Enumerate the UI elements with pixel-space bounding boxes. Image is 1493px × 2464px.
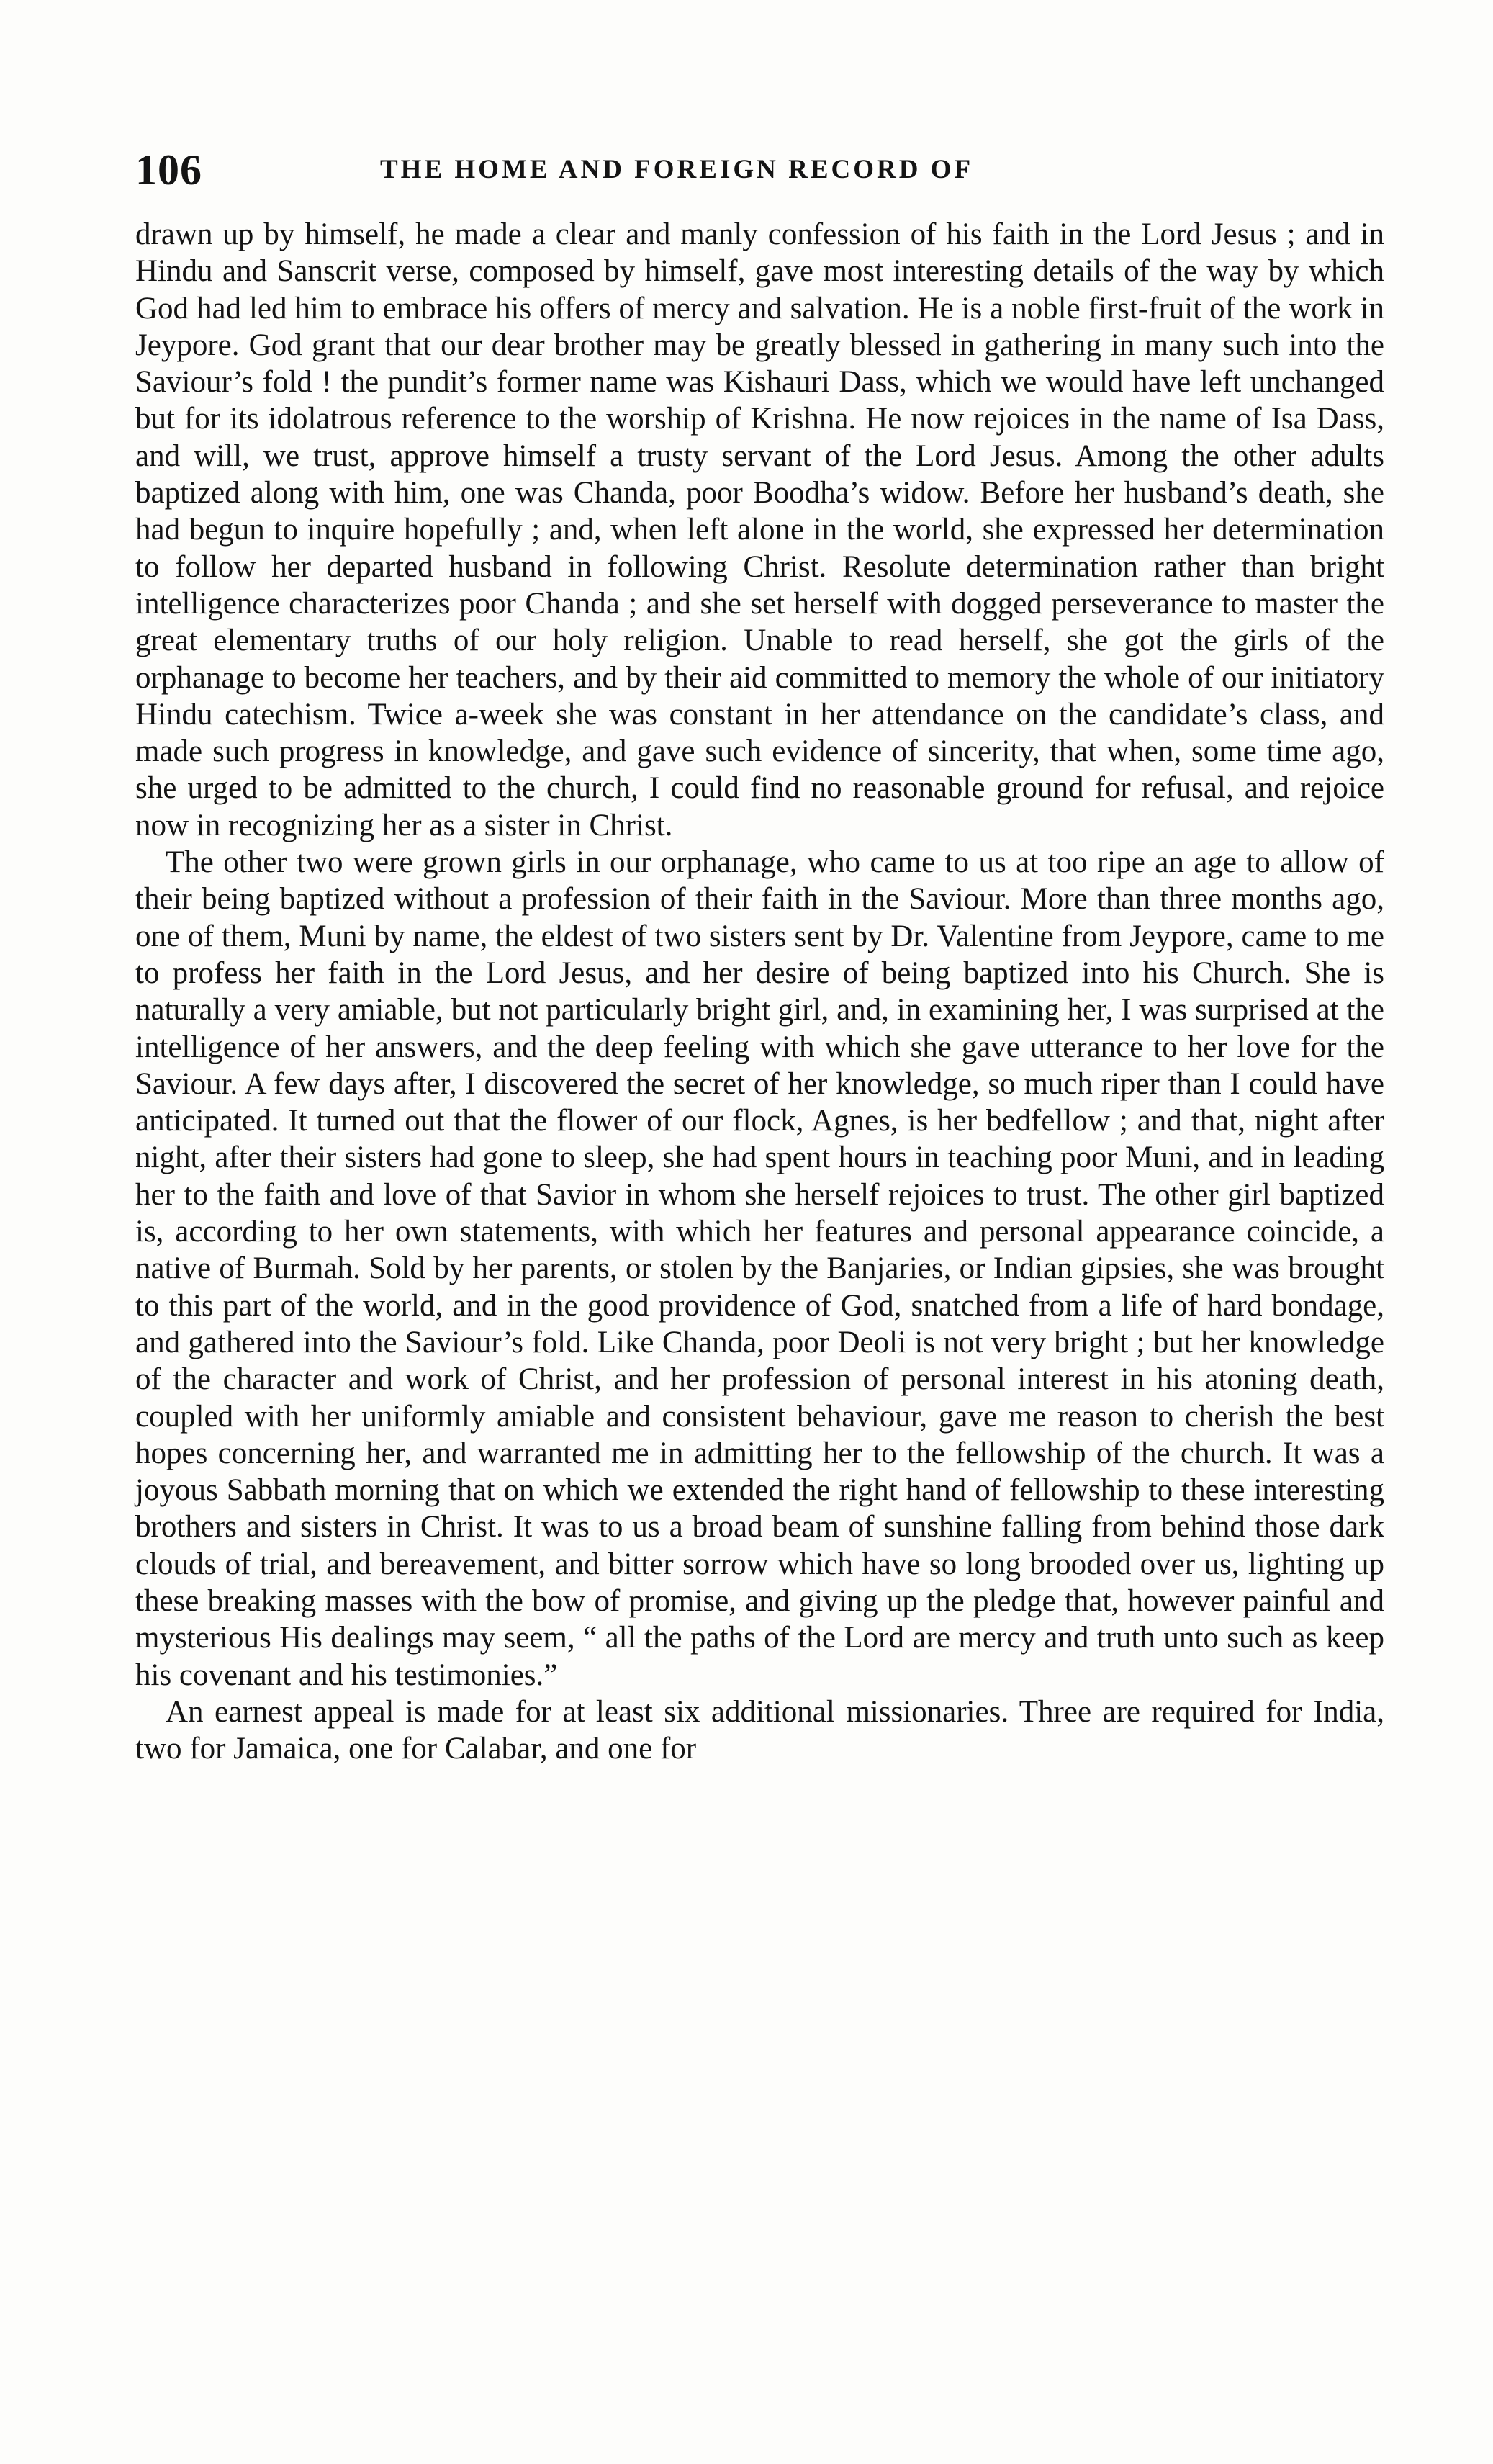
body-text	[135, 216, 1384, 1767]
page-header	[135, 141, 1388, 199]
paragraph-orphanage-girls: The other two were grown girls in our orphanage, who came to us at too ripe an age to allow of their being baptized without a profession of their faith in the Saviour. More than three months ago, one of them, Muni by name, the eldest of two sisters sent by Dr. Valentine from Jeypore, came to me to profess her faith in the Lord Jesus, and her desire of being baptized into his Church. She is naturally a very amiable, but not particularly bright girl, and, in examining her, I was surprised at the intelligence of her answers, and the deep feeling with which she gave utterance to her love for the Saviour. A few days after, I discovered the secret of her knowledge, so much riper than I could have anticipated. It turned out that the flower of our flock, Agnes, is her bedfellow ; and that, night after night, after their sisters had gone to sleep, she had spent hours in teaching poor Muni, and in leading her to the faith and love of that Savior in whom she herself rejoices to trust. The other girl baptized is, according to her own statements, with which her features and personal appearance coincide, a native of Burmah. Sold by her parents, or stolen by the Banjaries, or Indian gipsies, she was brought to this part of the world, and in the good providence of God, snatched from a life of hard bondage, and gathered into the Saviour’s fold. Like Chanda, poor Deoli is not very bright ; but her knowledge of the character and work of Christ, and her profession of personal interest in his atoning death, coupled with her uniformly amiable and consistent behaviour, gave me reason to cherish the best hopes concerning her, and warranted me in admitting her to the fellowship of the church. It was a joyous Sabbath morning that on which we extended the right hand of fellowship to these interesting brothers and sisters in Christ. It was to us a broad beam of sunshine falling from behind those dark clouds of trial, and bereavement, and bitter sorrow which have so long brooded over us, lighting up these breaking masses with the bow of promise, and giving up the pledge that, however painful and mysterious His dealings may seem, “ all the paths of the Lord are mercy and truth unto such as keep his covenant and his testimonies.”	[135, 845, 1384, 1692]
running-head: THE HOME AND FOREIGN RECORD OF	[380, 155, 974, 184]
paragraph-continuation: drawn up by himself, he made a clear and manly confession of his faith in the Lord Jesus ; and in Hindu and Sanscrit verse, composed by himself, gave most interesting details of the way by which God had led him to embrace his offers of mercy and salvation. He is a noble first-fruit of the work in Jeypore. God grant that our dear brother may be greatly blessed in gathering in many such into the Saviour’s fold ! the pundit’s former name was Kishauri Dass, which we would have left unchanged but for its idolatrous reference to the worship of Krishna. He now rejoices in the name of Isa Dass, and will, we trust, approve himself a trusty servant of the Lord Jesus. Among the other adults baptized along with him, one was Chanda, poor Boodha’s widow. Before her husband’s death, she had begun to inquire hopefully ; and, when left alone in the world, she expressed her determination to follow her departed husband in following Christ. Resolute determination rather than bright intelligence characterizes poor Chanda ; and she set herself with dogged perseverance to master the great elementary truths of our holy religion. Unable to read herself, she got the girls of the orphanage to become her teachers, and by their aid committed to memory the whole of our initiatory Hindu catechism. Twice a-week she was constant in her attendance on the candidate’s class, and made such progress in knowledge, and gave such evidence of sincerity, that when, some time ago, she urged to be admitted to the church, I could find no reasonable ground for refusal, and rejoice now in recognizing her as a sister in Christ.	[135, 217, 1384, 842]
paragraph-missionary-appeal: An earnest appeal is made for at least six additional missionaries. Three are required for India, two for Jamaica, one for Calabar, and one for	[135, 1694, 1384, 1766]
page-number: 106	[135, 146, 202, 194]
